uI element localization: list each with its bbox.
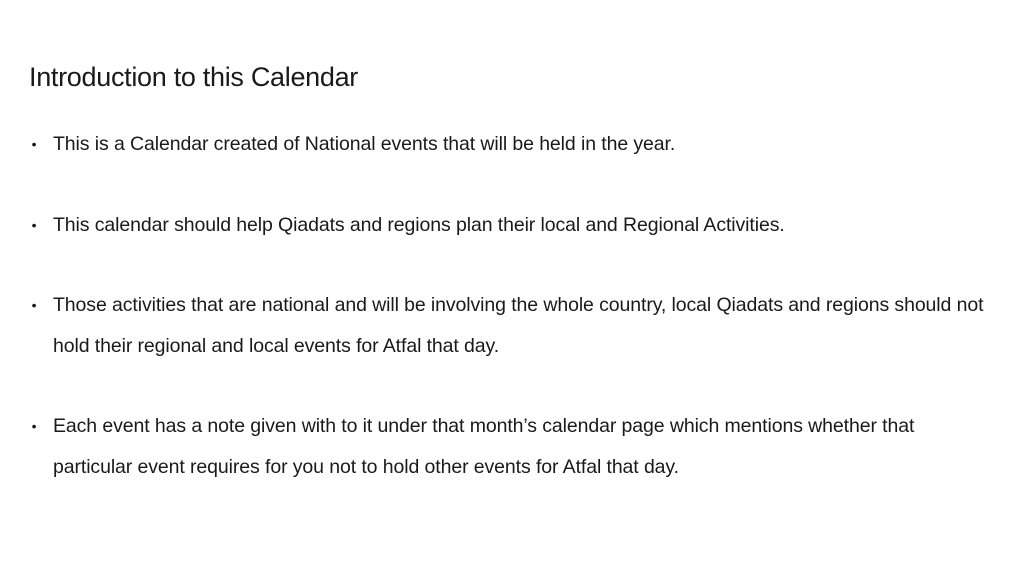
bullet-item: [29, 124, 989, 165]
bullet-icon: •: [31, 297, 37, 313]
bullet-icon: •: [31, 136, 37, 152]
bullet-icon: •: [31, 216, 37, 233]
bullet-text: This is a Calendar created of National events that will be held in the year.: [53, 133, 676, 155]
bullet-text: Each event has a note given with to it under that month’s calendar page which mentions whether that particular event requires for you not to hold other events for Atfal that day.: [53, 415, 915, 478]
bullet-item: [29, 406, 989, 487]
bullet-text: Those activities that are national and will be involving the whole country, local Qiadats and regions should not hold their regional and local events for Atfal that day.: [53, 294, 984, 357]
bullet-icon: •: [31, 418, 37, 434]
bullet-list: [29, 124, 989, 487]
bullet-item: [29, 285, 989, 366]
slide-title: Introduction to this Calendar: [29, 62, 358, 92]
bullet-text: This calendar should help Qiadats and regions plan their local and Regional Activities.: [53, 213, 785, 236]
bullet-item: [29, 205, 989, 246]
